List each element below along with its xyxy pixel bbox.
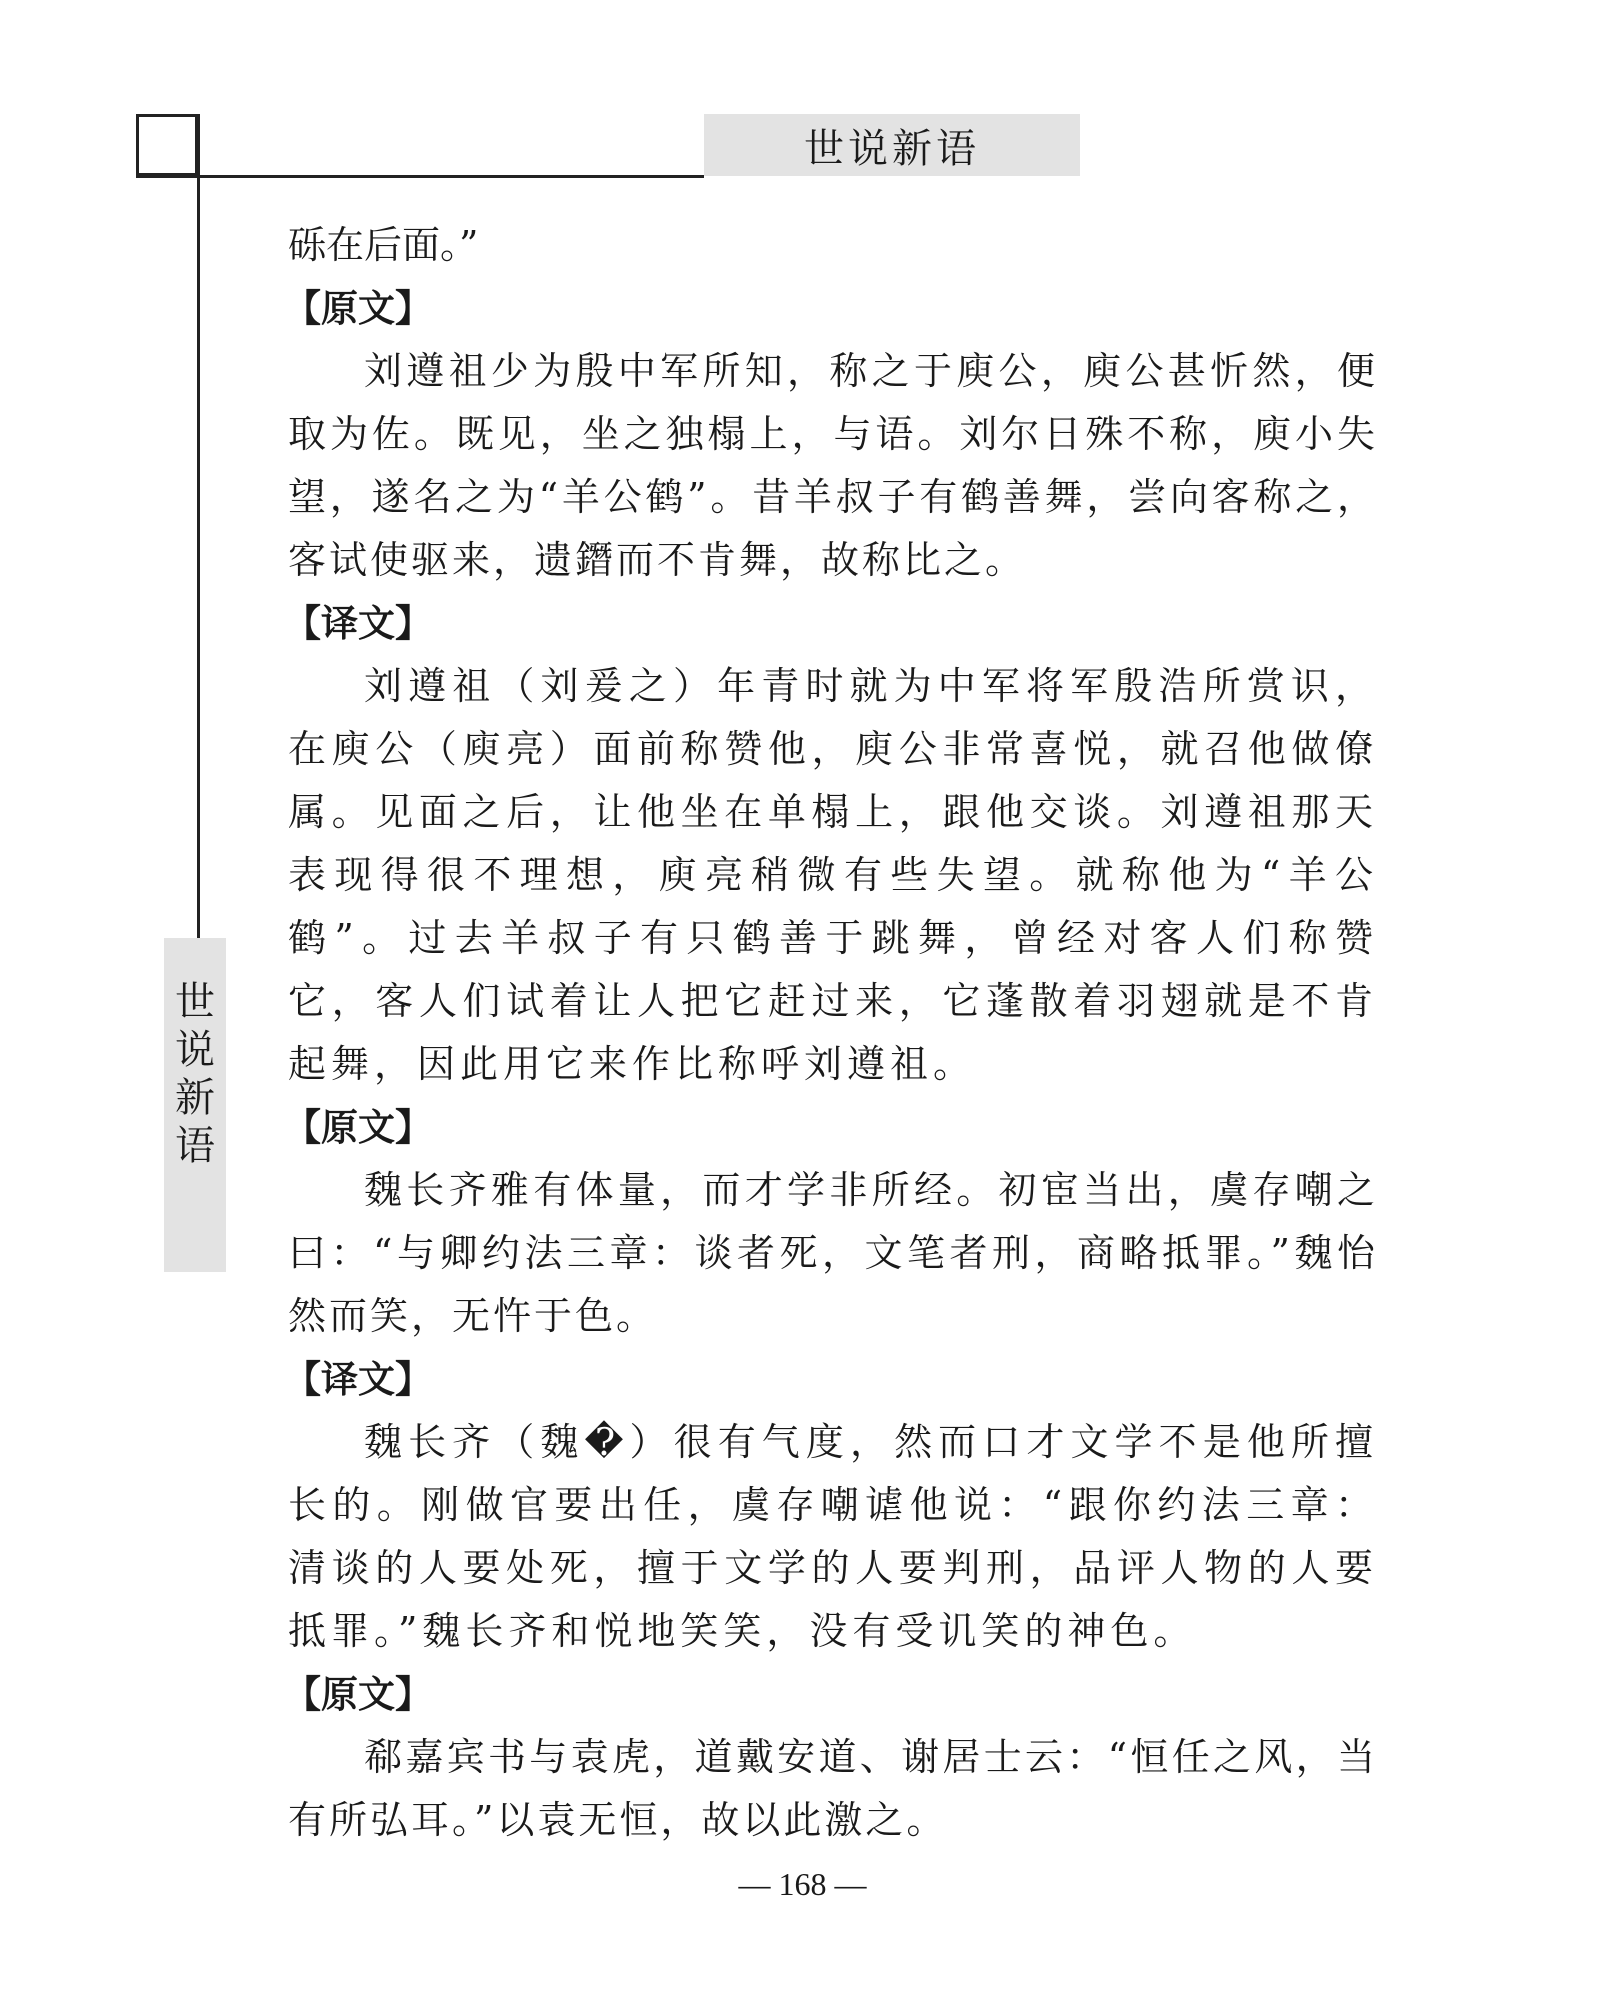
side-tab-char: 说	[175, 1027, 215, 1073]
section-heading-original: 【原文】	[284, 1673, 432, 1716]
original-text-paragraph: 郗嘉宾书与袁虎，道戴安道、谢居士云：“恒任之风，当有所弘耳。”以袁无恒，故以此激之。	[288, 1735, 1378, 1842]
section-heading-translation: 【译文】	[284, 1358, 432, 1401]
corner-frame-box	[136, 114, 198, 176]
translation-paragraph: 刘遵祖（刘爰之）年青时就为中军将军殷浩所赏识，在庾公（庾亮）面前称赞他，庾公非常喜悦，就召他做僚属。见面之后，让他坐在单榻上，跟他交谈。刘遵祖那天表现得很不理想，庾亮稍微有些失望。就称他为“羊公鹤”。过去羊叔子有只鹤善于跳舞，曾经对客人们称赞它，客人们试着让人把它赶过来，它蓬散着羽翅就是不肯起舞，因此用它来作比称呼刘遵祖。	[288, 664, 1378, 1086]
section-heading-original: 【原文】	[284, 287, 432, 330]
page-number: — 168 —	[738, 1866, 867, 1902]
running-header-title: 世说新语	[704, 114, 1080, 176]
margin-rule	[197, 114, 200, 938]
original-text-paragraph: 刘遵祖少为殷中军所知，称之于庾公，庾公甚忻然，便取为佐。既见，坐之独榻上，与语。刘尔日殊不称，庾小失望，遂名之为“羊公鹤”。昔羊叔子有鹤善舞，尝向客称之，客试使驱来，遗鐕而不肯舞，故称比之。	[288, 349, 1378, 582]
original-text-paragraph: 魏长齐雅有体量，而才学非所经。初宦当出，虞存嘲之曰：“与卿约法三章：谈者死，文笔者刑，商略抵罪。”魏怡然而笑，无忤于色。	[288, 1168, 1378, 1338]
continuation-line: 砾在后面。”	[288, 223, 479, 267]
side-tab-char: 世	[175, 979, 215, 1025]
section-heading-translation: 【译文】	[284, 602, 432, 645]
section-heading-original: 【原文】	[284, 1106, 432, 1149]
page-body	[284, 214, 1378, 1852]
side-thumb-tab	[164, 938, 226, 1272]
side-tab-char: 语	[175, 1123, 215, 1169]
header-rule	[136, 175, 704, 178]
translation-paragraph: 魏长齐（魏�）很有气度，然而口才文学不是他所擅长的。刚做官要出任，虞存嘲谑他说：“跟你约法三章：清谈的人要处死，擅于文学的人要判刑，品评人物的人要抵罪。”魏长齐和悦地笑笑，没有受讥笑的神色。	[288, 1420, 1378, 1653]
side-tab-char: 新	[175, 1075, 215, 1121]
